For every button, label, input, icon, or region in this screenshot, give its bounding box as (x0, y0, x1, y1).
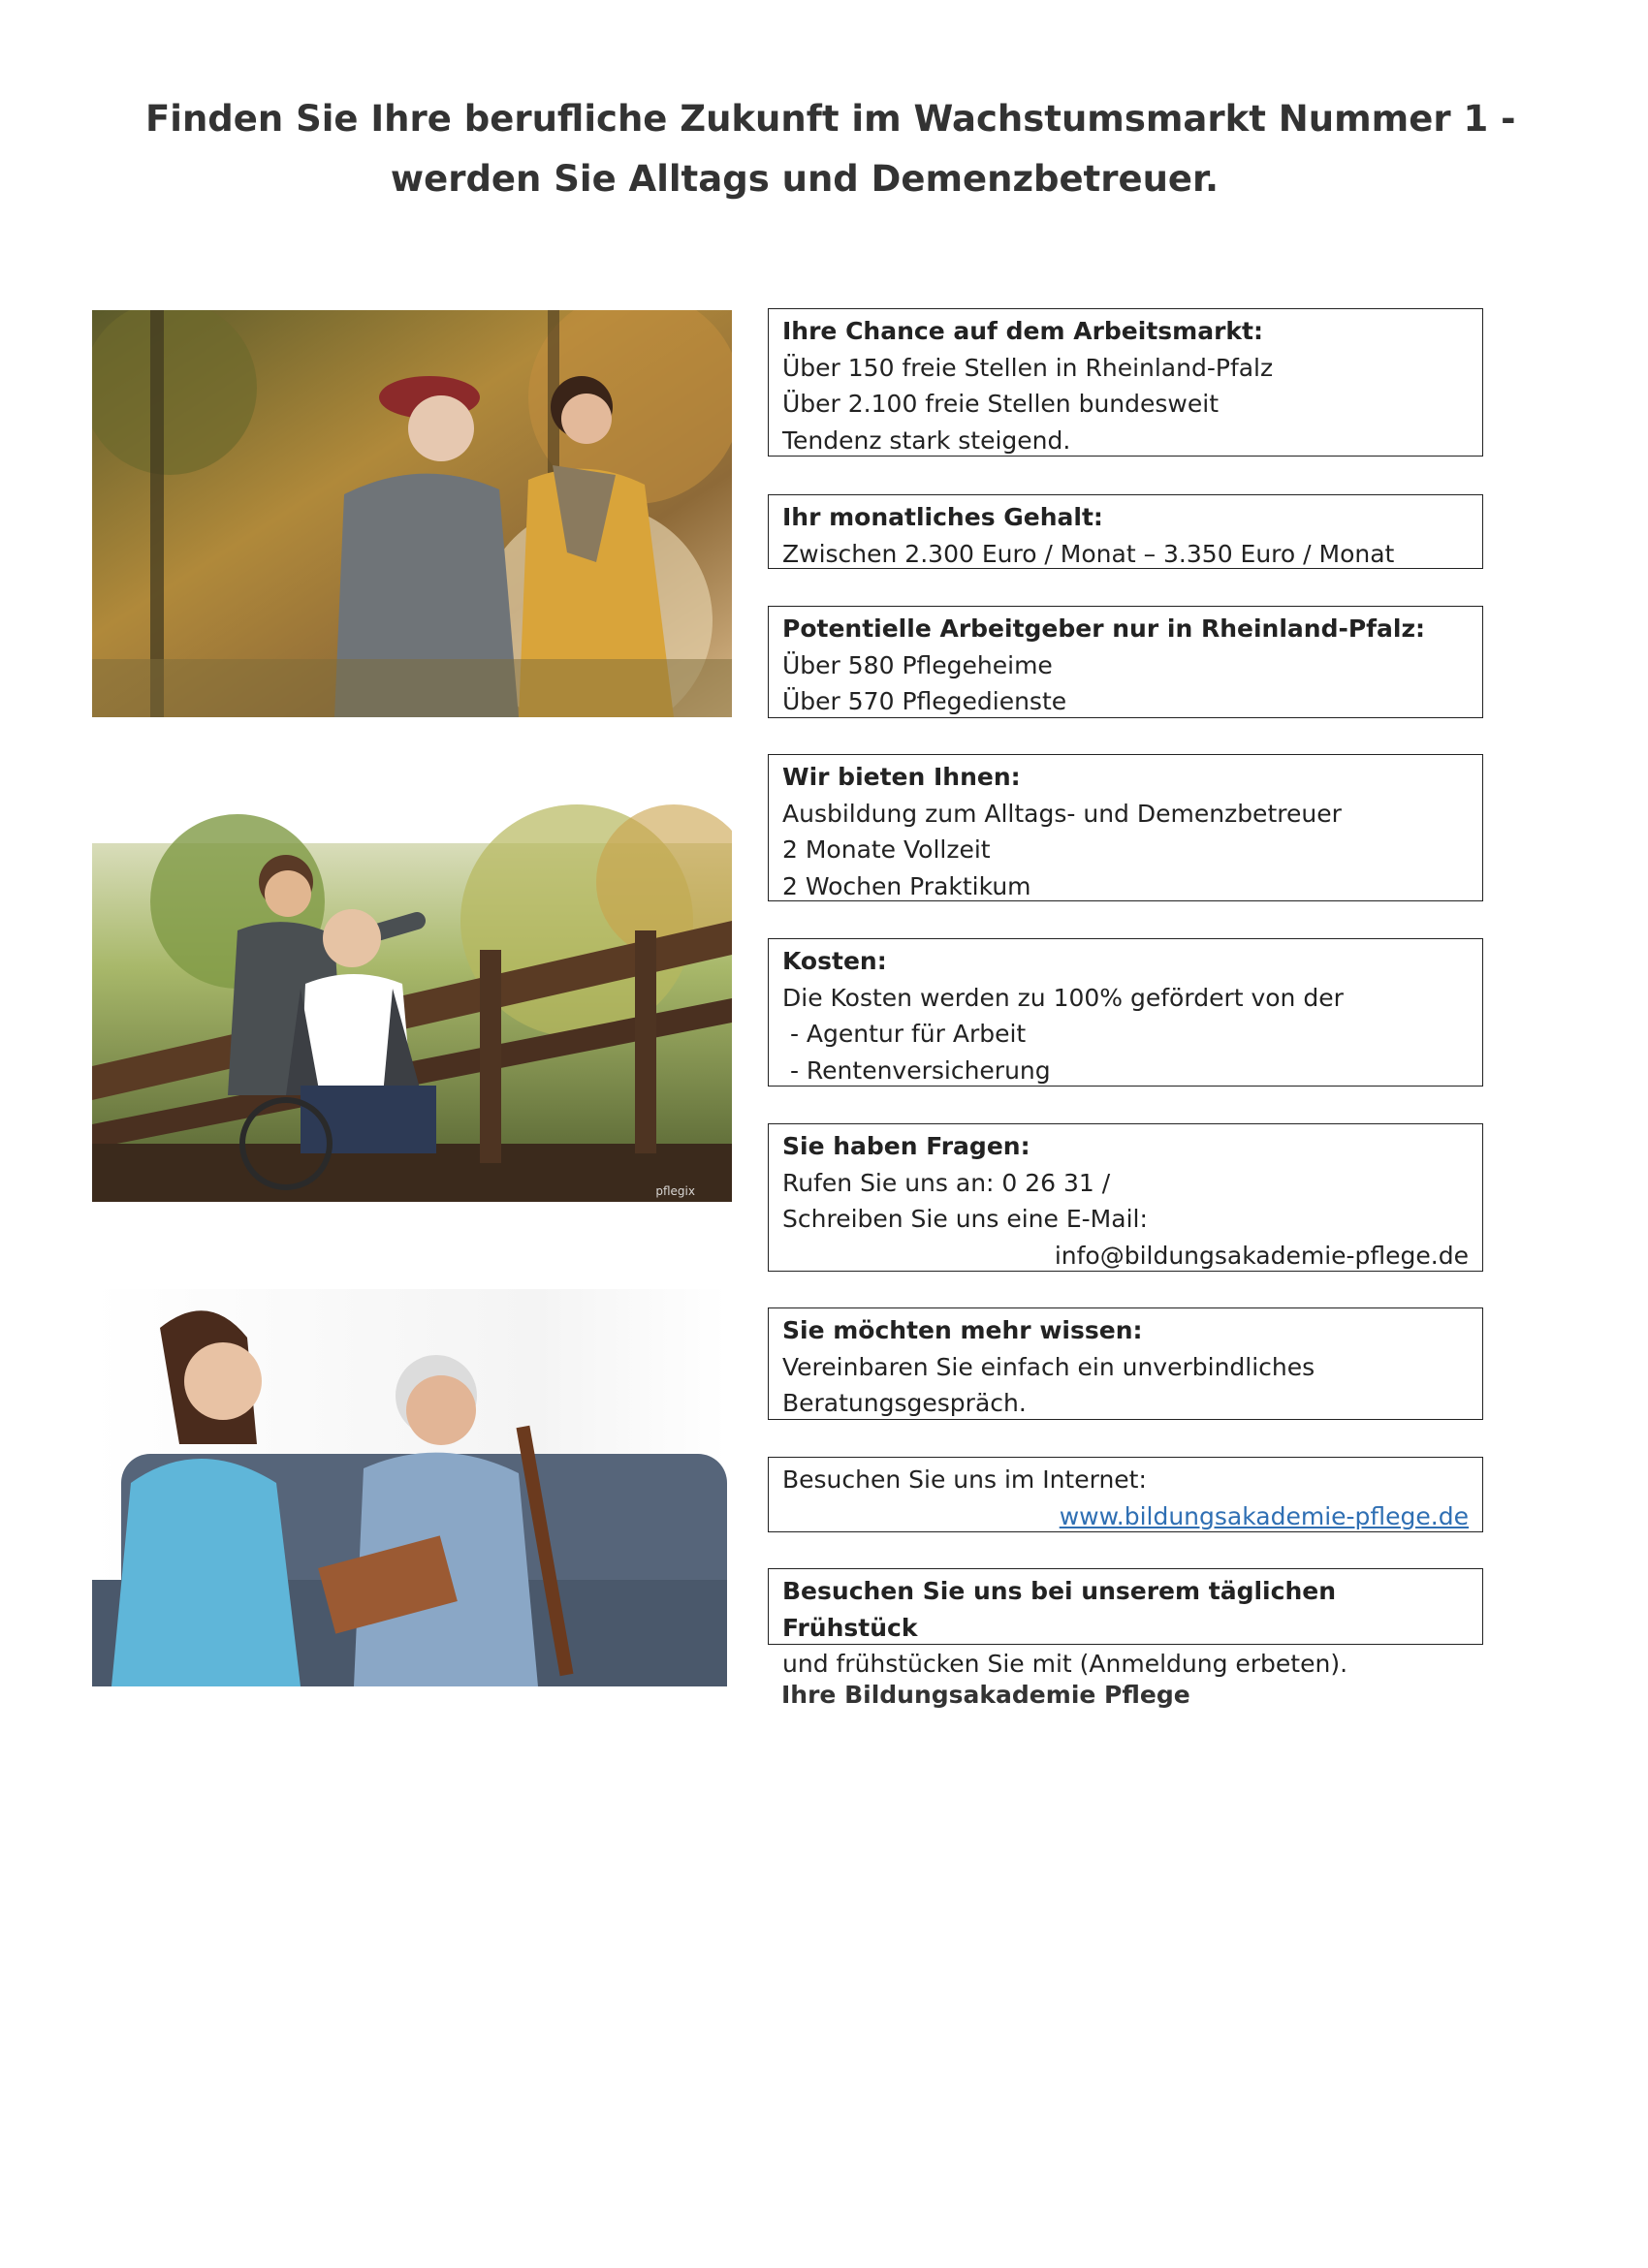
phone-line: Rufen Sie uns an: 0 26 31 / (782, 1168, 1111, 1197)
info-box-breakfast (768, 1568, 1483, 1678)
box-line: Über 580 Pflegeheime (782, 650, 1053, 679)
box-line: und frühstücken Sie mit (Anmeldung erbeten). (782, 1650, 1348, 1678)
info-box-website (768, 1457, 1483, 1532)
photo-man-in-wheelchair (92, 775, 732, 1202)
box-line: Vereinbaren Sie einfach ein unverbindliches (782, 1352, 1315, 1381)
info-box-costs (768, 938, 1483, 1087)
box-line: 2 Wochen Praktikum (782, 871, 1031, 900)
info-box-salary (768, 494, 1483, 569)
box-line: Schreiben Sie uns eine E-Mail: (782, 1205, 1148, 1233)
photo-elderly-woman-walking (92, 310, 732, 717)
box-line: Über 570 Pflegedienste (782, 687, 1067, 715)
box-line: Über 150 freie Stellen in Rheinland-Pfalz (782, 353, 1274, 382)
signature: Ihre Bildungsakademie Pflege (781, 1681, 1190, 1709)
info-box-employers (768, 606, 1483, 718)
box-heading: Sie möchten mehr wissen: (782, 1316, 1143, 1344)
box-line: - Rentenversicherung (782, 1055, 1051, 1085)
website-link[interactable]: www.bildungsakademie-pflege.de (1059, 1501, 1469, 1530)
box-line: Über 2.100 freie Stellen bundesweit (782, 390, 1219, 418)
box-heading: Wir bieten Ihnen: (782, 763, 1021, 791)
info-box-more-info (768, 1307, 1483, 1420)
box-heading: Ihr monatliches Gehalt: (782, 503, 1103, 531)
box-heading: Besuchen Sie uns bei unserem täglichen Frühstück (782, 1577, 1336, 1642)
box-line: - Agentur für Arbeit (782, 1020, 1027, 1048)
box-line: Die Kosten werden zu 100% gefördert von der (782, 983, 1344, 1012)
email-link[interactable]: info@bildungsakademie-pflege.de (1054, 1241, 1469, 1270)
box-heading: Potentielle Arbeitgeber nur in Rheinland-Pfalz: (782, 614, 1426, 643)
page-title-line-2: werden Sie Alltags und Demenzbetreuer. (390, 158, 1220, 200)
box-line: Besuchen Sie uns im Internet: (782, 1465, 1147, 1494)
box-heading: Ihre Chance auf dem Arbeitsmarkt: (782, 317, 1263, 345)
page-title (145, 89, 1516, 209)
box-heading: Sie haben Fragen: (782, 1132, 1030, 1160)
box-line: Tendenz stark steigend. (782, 425, 1071, 455)
info-box-offer (768, 754, 1483, 901)
box-line: Ausbildung zum Alltags- und Demenzbetreuer (782, 799, 1342, 828)
page-title-line-1: Finden Sie Ihre berufliche Zukunft im Wachstumsmarkt Nummer 1 - (145, 98, 1516, 140)
watermark-pflegix: pflegix (655, 1184, 695, 1198)
box-line: Zwischen 2.300 Euro / Monat – 3.350 Euro / Monat (782, 539, 1395, 568)
box-line: Beratungsgespräch. (782, 1389, 1027, 1417)
info-box-questions (768, 1123, 1483, 1272)
photo-nurse-with-elderly-man (92, 1289, 727, 1686)
box-heading: Kosten: (782, 947, 887, 975)
box-line: 2 Monate Vollzeit (782, 835, 991, 864)
info-box-job-market (768, 308, 1483, 457)
